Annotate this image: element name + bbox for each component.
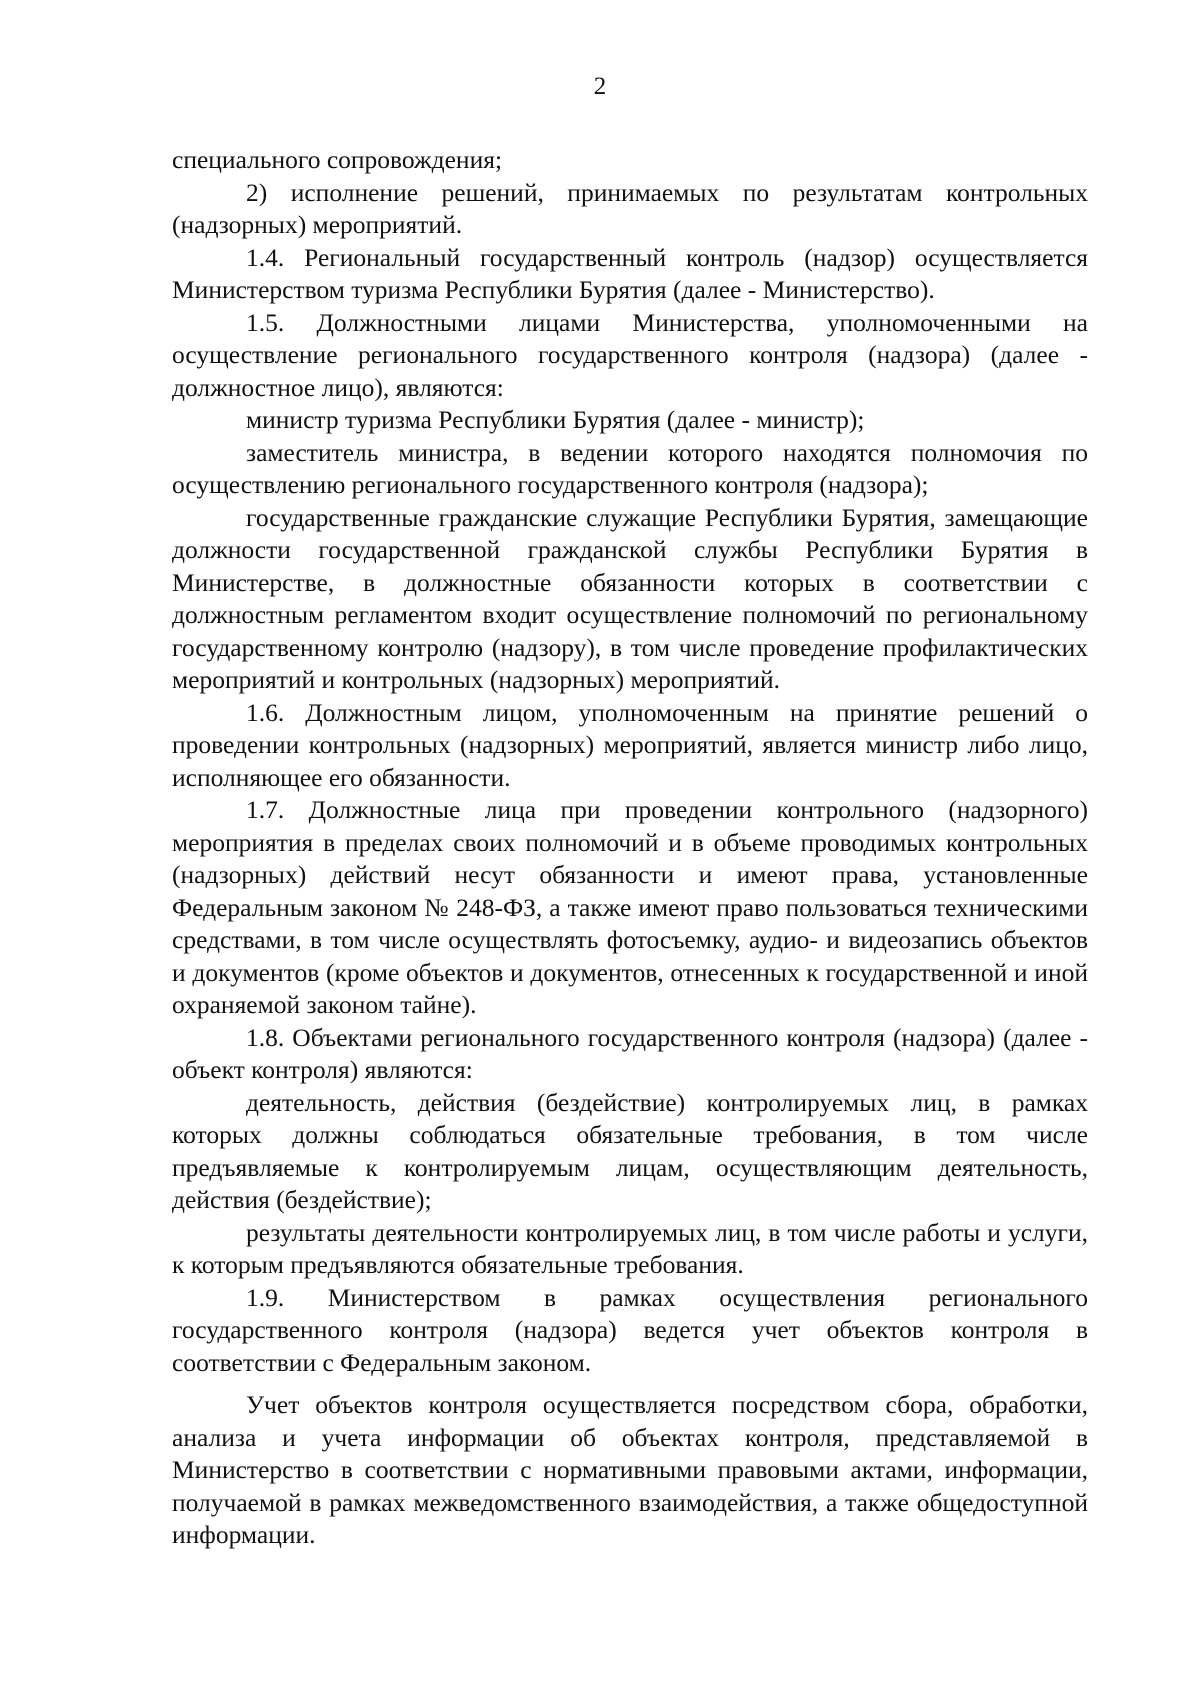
page-number: 2 bbox=[593, 73, 607, 100]
paragraph: деятельность, действия (бездействие) контролируемых лиц, в рамках которых должны соблюдаться обязательные требования, в том числе предъявляемые к контролируемым лицам, осуществляющим деятельность, действия (бездействие); bbox=[172, 1087, 1088, 1214]
paragraph: 1.7. Должностные лица при проведении контрольного (надзорного) мероприятия в пределах своих полномочий и в объеме проводимых контрольных (надзорных) действий несут обязанности и имеют права, установленные Федеральным законом № 248-ФЗ, а также имеют право пользоваться техническими средствами, в том числе осуществлять фотосъемку, аудио- и видеозапись объектов и документов (кроме объектов и документов, отнесенных к государственной и иной охраняемой законом тайне). bbox=[172, 795, 1088, 1019]
paragraph: 1.8. Объектами регионального государственного контроля (надзора) (далее - объект контроля) являются: bbox=[172, 1022, 1088, 1084]
paragraph: специального сопровождения; bbox=[172, 145, 503, 174]
paragraph: министр туризма Республики Бурятия (далее - министр); bbox=[246, 405, 865, 434]
paragraph: 1.5. Должностными лицами Министерства, уполномоченными на осуществление регионального государственного контроля (надзора) (далее - должностное лицо), являются: bbox=[172, 307, 1088, 402]
paragraph: 1.9. Министерством в рамках осуществления регионального государственного контроля (надзора) ведется учет объектов контроля в соответствии с Федеральным законом. bbox=[172, 1282, 1088, 1377]
paragraph: заместитель министра, в ведении которого находятся полномочия по осуществлению регионального государственного контроля (надзора); bbox=[172, 437, 1088, 499]
document-body bbox=[172, 144, 1088, 1552]
paragraph: 1.4. Региональный государственный контроль (надзор) осуществляется Министерством туризма Республики Бурятия (далее - Министерство). bbox=[172, 242, 1088, 304]
paragraph: 2) исполнение решений, принимаемых по результатам контрольных (надзорных) мероприятий. bbox=[172, 177, 1088, 239]
paragraph: результаты деятельности контролируемых лиц, в том числе работы и услуги, к которым предъявляются обязательные требования. bbox=[172, 1217, 1088, 1279]
paragraph: 1.6. Должностным лицом, уполномоченным на принятие решений о проведении контрольных (надзорных) мероприятий, является министр либо лицо, исполняющее его обязанности. bbox=[172, 697, 1088, 792]
paragraph: Учет объектов контроля осуществляется посредством сбора, обработки, анализа и учета информации об объектах контроля, представляемой в Министерство в соответствии с нормативными правовыми актами, информации, получаемой в рамках межведомственного взаимодействия, а также общедоступной информации. bbox=[172, 1390, 1088, 1549]
paragraph: государственные гражданские служащие Республики Бурятия, замещающие должности государственной гражданской службы Республики Бурятия в Министерстве, в должностные обязанности которых в соответствии с должностным регламентом входит осуществление полномочий по региональному государственному контролю (надзору), в том числе проведение профилактических мероприятий и контрольных (надзорных) мероприятий. bbox=[172, 502, 1088, 694]
